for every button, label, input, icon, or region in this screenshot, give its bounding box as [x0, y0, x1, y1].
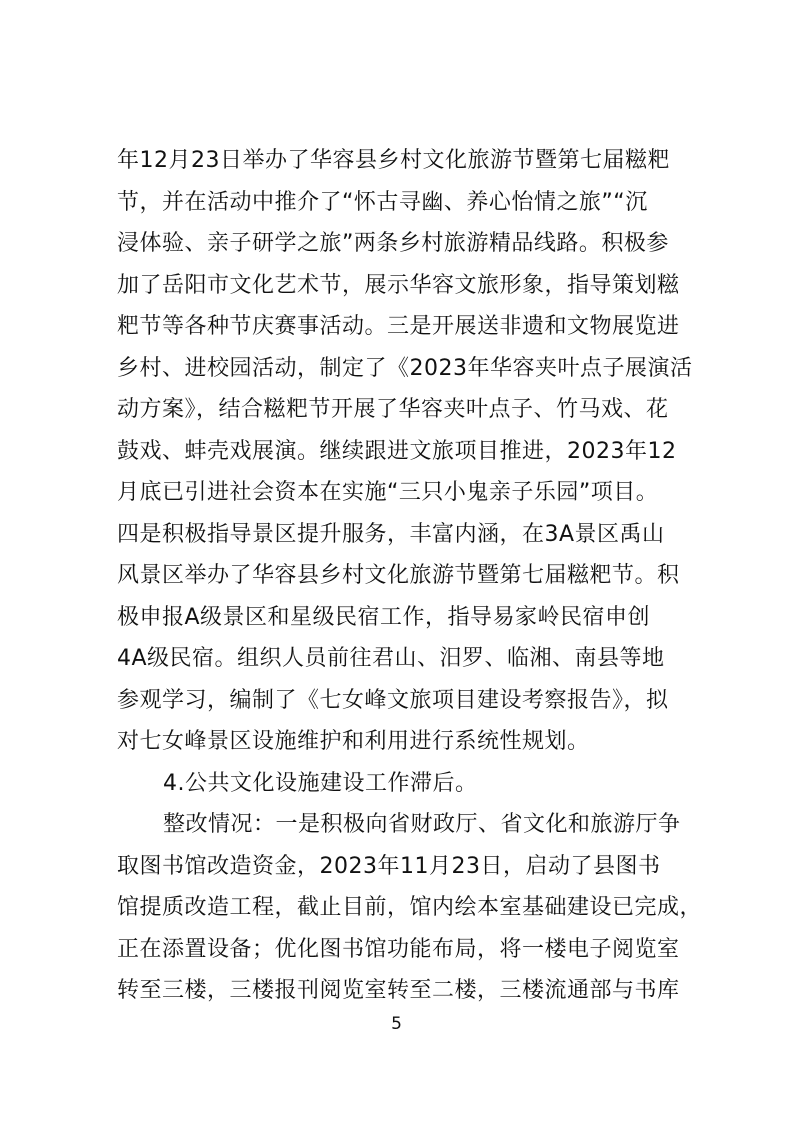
text-line: 转至三楼，三楼报刊阅览室转至二楼，三楼流通部与书库	[117, 978, 680, 1003]
text-line: 馆提质改造工程，截止目前，馆内绘本室基础建设已完成，	[117, 895, 703, 920]
body-text	[117, 140, 703, 1012]
text-line: 取图书馆改造资金，2023年11月23日，启动了县图书	[117, 853, 661, 879]
text-line: 对七女峰景区设施维护和利用进行系统性规划。	[117, 729, 590, 754]
text-line: 风景区举办了华容县乡村文化旅游节暨第七届糍粑节。积	[117, 563, 680, 588]
page-number: 5	[391, 1014, 402, 1034]
section-heading: 4.公共文化设施建设工作滞后。	[163, 770, 478, 796]
text-line: 四是积极指导景区提升服务，丰富内涵，在3A景区禹山	[117, 521, 665, 547]
text-line: 正在添置设备；优化图书馆功能布局，将一楼电子阅览室	[117, 936, 680, 962]
text-line: 粑节等各种节庆赛事活动。三是开展送非遗和文物展览进	[117, 314, 680, 339]
text-line: 加了岳阳市文化艺术节，展示华容文旅形象，指导策划糍	[117, 272, 680, 298]
text-line: 动方案》，结合糍粑节开展了华容夹叶点子、竹马戏、花	[117, 397, 669, 422]
text-line: 极申报A级景区和星级民宿工作，指导易家岭民宿申创	[117, 604, 651, 630]
text-line: 月底已引进社会资本在实施“三只小鬼亲子乐园”项目。	[117, 480, 659, 505]
text-line: 参观学习，编制了《七女峰文旅项目建设考察报告》，拟	[117, 687, 669, 713]
text-line: 节，并在活动中推介了“怀古寻幽、养心怡情之旅”“沉	[117, 189, 648, 215]
text-line: 年12月23日举办了华容县乡村文化旅游节暨第七届糍粑	[117, 148, 670, 173]
text-line: 鼓戏、蚌壳戏展演。继续跟进文旅项目推进，2023年12	[117, 438, 677, 464]
text-line: 整改情况：一是积极向省财政厅、省文化和旅游厅争	[163, 812, 681, 837]
text-line: 乡村、进校园活动，制定了《2023年华容夹叶点子展演活	[117, 355, 693, 381]
text-line: 浸体验、亲子研学之旅”两条乡村旅游精品线路。积极参	[117, 231, 669, 256]
text-line: 4A级民宿。组织人员前往君山、汨罗、临湘、南县等地	[117, 646, 665, 671]
